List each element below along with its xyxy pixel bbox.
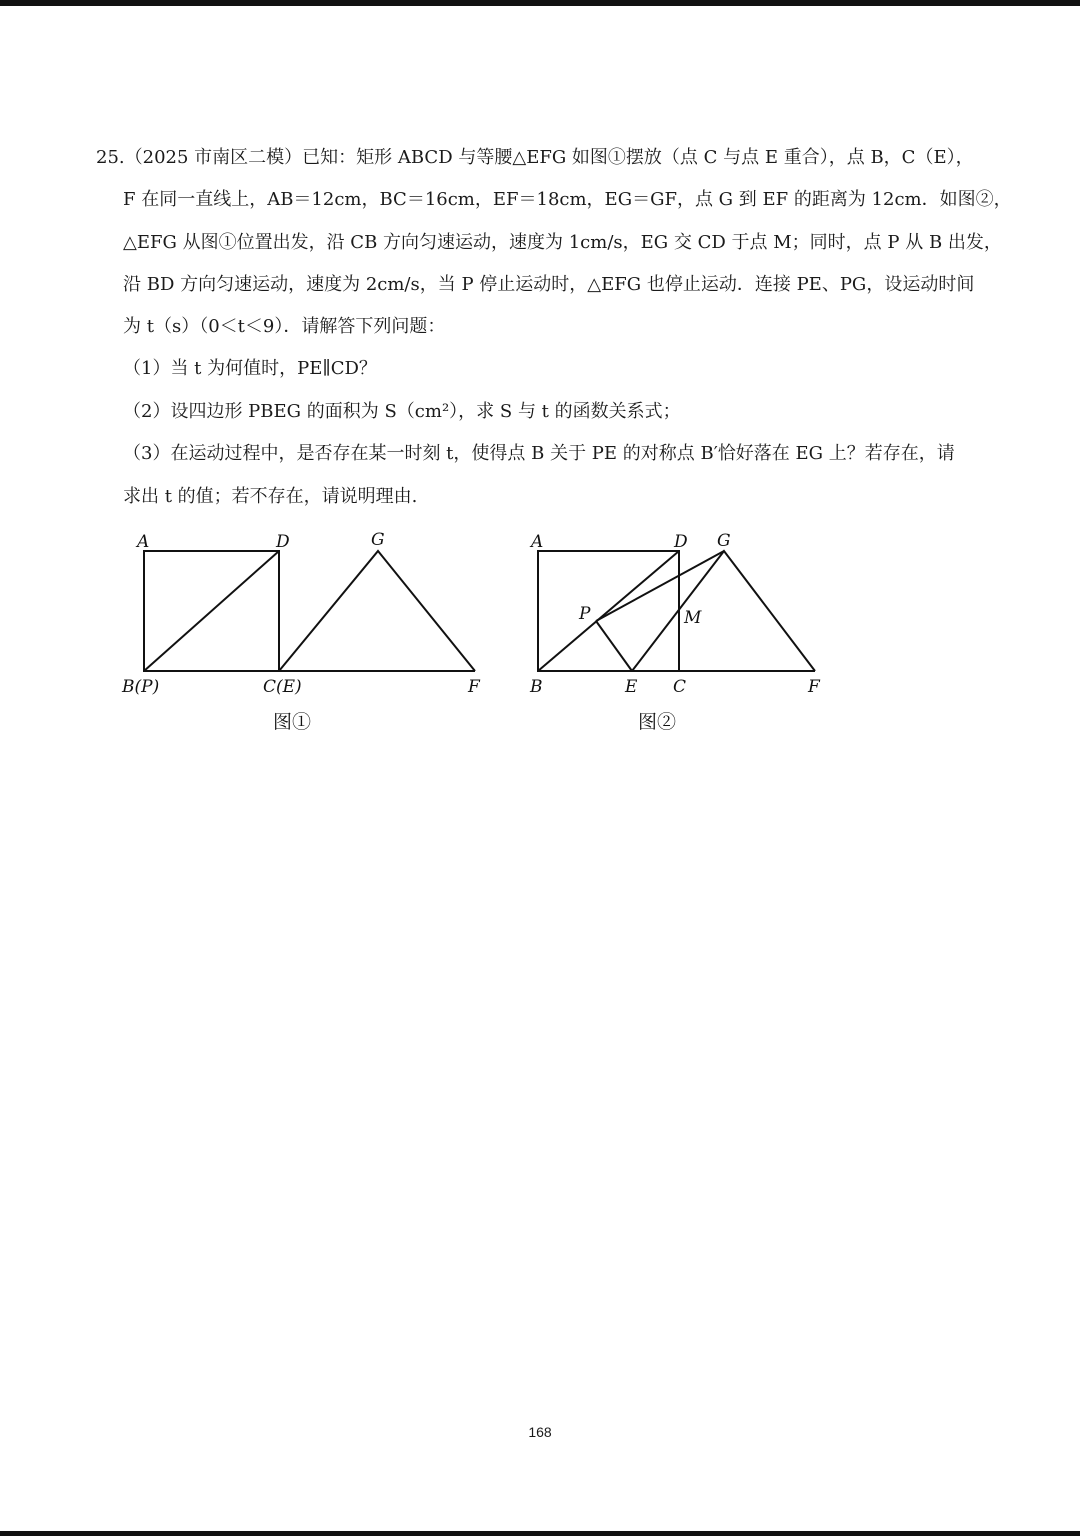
problem-line-1: 25.（2025 市南区二模）已知：矩形 ABCD 与等腰△EFG 如图①摆放（点 C 与点 E 重合），点 B，C（E）， (96, 147, 974, 168)
figure-2 (529, 531, 821, 733)
fig2-triangle-efg (632, 551, 815, 671)
problem-line-5: 为 t（s）（0＜t＜9）．请解答下列问题： (123, 316, 446, 337)
fig1-diagonal-bd (144, 551, 279, 671)
fig1-triangle-efg (279, 551, 475, 671)
question-3-line-2: 求出 t 的值；若不存在，请说明理由. (123, 486, 418, 507)
fig2-label-a: A (531, 532, 544, 552)
fig2-segment-pg (596, 551, 724, 621)
fig1-label-c: C(E) (263, 677, 302, 697)
problem-line-2: F 在同一直线上，AB＝12cm，BC＝16cm，EF＝18cm，EG＝GF，点 G 到 EF 的距离为 12cm．如图②， (123, 189, 1012, 210)
fig1-label-g: G (371, 530, 385, 550)
fig1-caption: 图① (273, 711, 312, 733)
fig2-label-f: F (808, 677, 820, 697)
fig2-label-p: P (579, 604, 591, 624)
fig2-label-b: B (530, 677, 543, 697)
fig2-caption: 图② (638, 711, 677, 733)
problem-line-4: 沿 BD 方向匀速运动，速度为 2cm/s，当 P 停止运动时，△EFG 也停止运动．连接 PE、PG，设运动时间 (123, 274, 975, 295)
fig2-label-e: E (625, 677, 638, 697)
fig1-label-f: F (468, 677, 480, 697)
bottom-border (0, 1531, 1080, 1536)
fig2-rectangle-abcd (538, 551, 679, 671)
fig1-label-a: A (137, 532, 150, 552)
question-1: （1）当 t 为何值时，PE∥CD？ (123, 358, 377, 379)
top-border (0, 0, 1080, 6)
fig2-diagonal-bd (538, 551, 679, 671)
fig2-label-c: C (673, 677, 687, 697)
fig1-rectangle-abcd (144, 551, 279, 671)
fig2-label-m: M (684, 608, 702, 628)
fig1-label-b: B(P) (122, 677, 160, 697)
fig2-label-g: G (717, 531, 731, 551)
fig1-label-d: D (276, 532, 290, 552)
fig2-segment-pe (596, 621, 632, 671)
question-3-line-1: （3）在运动过程中，是否存在某一时刻 t，使得点 B 关于 PE 的对称点 B′恰好落在 EG 上？若存在，请 (123, 443, 955, 464)
problem-line-3: △EFG 从图①位置出发，沿 CB 方向匀速运动，速度为 1cm/s，EG 交 CD 于点 M；同时，点 P 从 B 出发， (123, 232, 1002, 253)
fig2-label-d: D (674, 532, 688, 552)
page-number: 168 (528, 1424, 552, 1440)
question-2: （2）设四边形 PBEG 的面积为 S（cm²），求 S 与 t 的函数关系式； (123, 401, 681, 422)
figure-1 (121, 530, 481, 733)
